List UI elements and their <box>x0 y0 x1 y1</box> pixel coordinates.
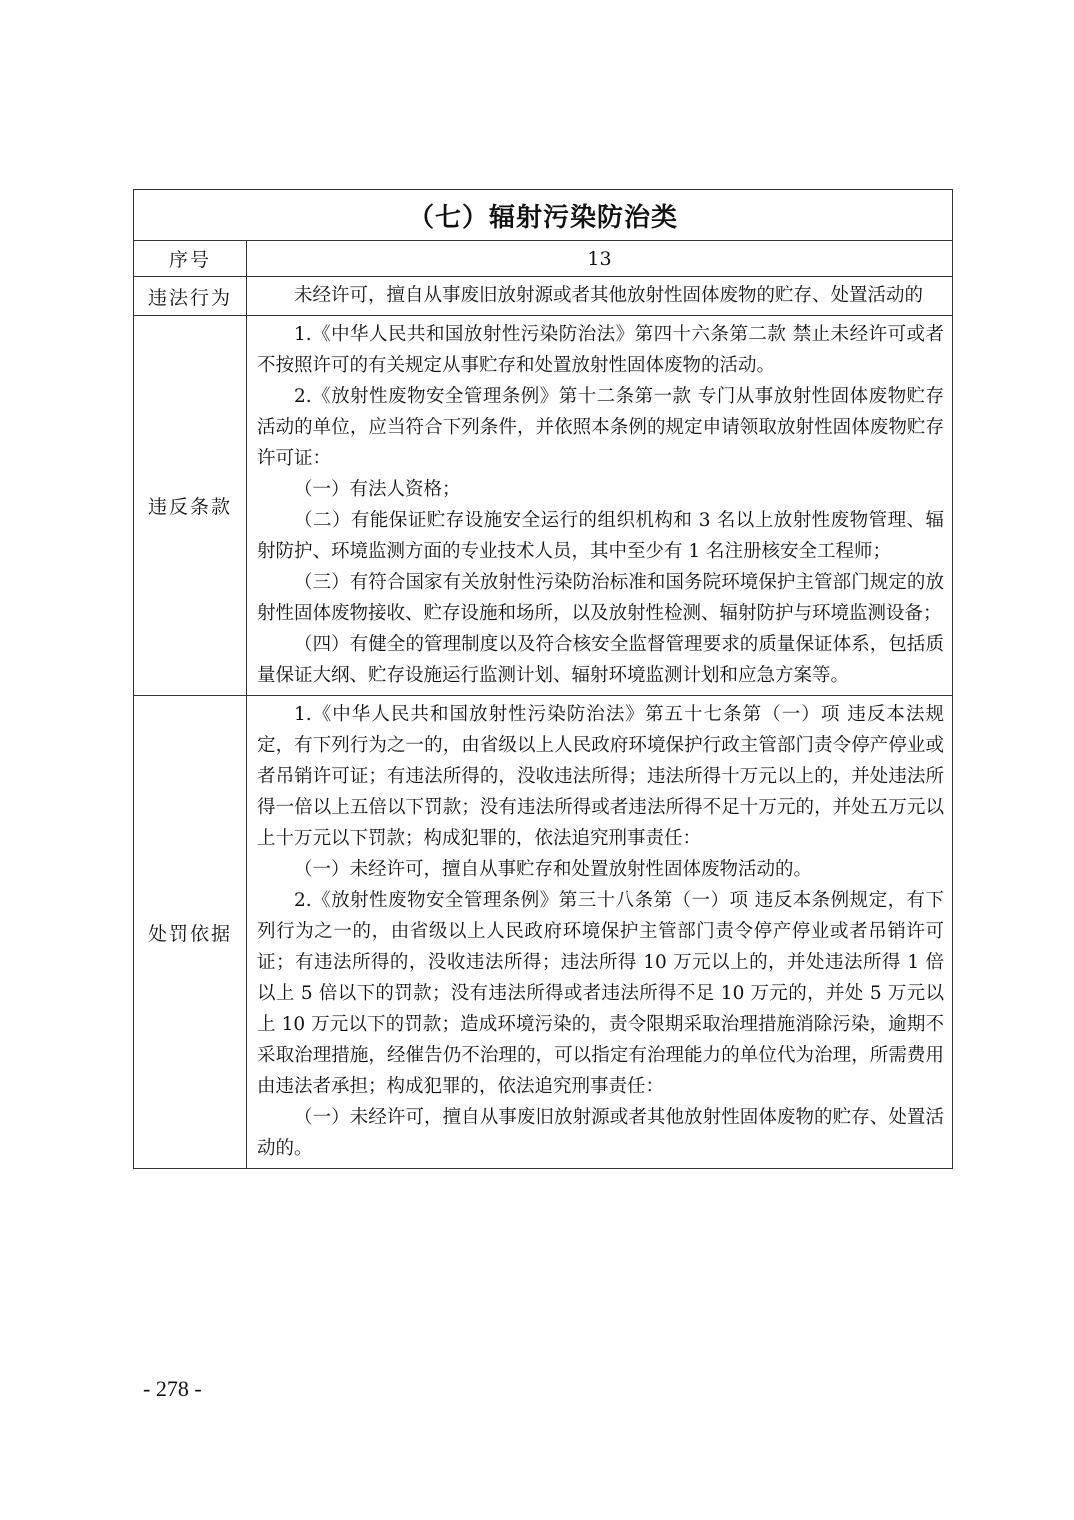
penalty-cell <box>247 696 953 1169</box>
violated-paragraph: 2.《放射性废物安全管理条例》第十二条第一款 专门从事放射性固体废物贮存活动的单位，应当符合下列条件，并依照本条例的规定申请领取放射性固体废物贮存许可证： <box>257 386 945 469</box>
regulation-table <box>133 189 953 1169</box>
page-number: - 278 - <box>143 1376 202 1401</box>
violated-cell <box>247 316 953 696</box>
violated-paragraph: 1.《中华人民共和国放射性污染防治法》第四十六条第二款 禁止未经许可或者不按照许可的有关规定从事贮存和处置放射性固体废物的活动。 <box>257 324 945 376</box>
penalty-paragraph: （一）未经许可，擅自从事贮存和处置放射性固体废物活动的。 <box>294 859 813 880</box>
violated-paragraph: （四）有健全的管理制度以及符合核安全监督管理要求的质量保证体系，包括质量保证大纲、贮存设施运行监测计划、辐射环境监测计划和应急方案等。 <box>257 634 945 686</box>
violated-paragraph: （二）有能保证贮存设施安全运行的组织机构和 3 名以上放射性废物管理、辐射防护、环境监测方面的专业技术人员，其中至少有 1 名注册核安全工程师； <box>257 510 945 562</box>
violated-paragraph: （三）有符合国家有关放射性污染防治标准和国务院环境保护主管部门规定的放射性固体废物接收、贮存设施和场所，以及放射性检测、辐射防护与环境监测设备； <box>257 572 945 624</box>
table-title: （七）辐射污染防治类 <box>134 190 953 241</box>
penalty-label: 处罚依据 <box>134 696 247 1169</box>
penalty-paragraph: 2.《放射性废物安全管理条例》第三十八条第（一）项 违反本条例规定，有下列行为之一的，由省级以上人民政府环境保护主管部门责令停产停业或者吊销许可证；有违法所得的，没收违法所得；违法所得 10 万元以上的，并处违法所得 1 倍以上 5 倍以下的罚款；没有违法所得或者违法所得不足 10 万元的，并处 5 万元以上 10 万元以下的罚款；造成环境污染的，责令限期采取治理措施消除污染，逾期不采取治理措施，经催告仍不治理的，可以指定有治理能力的单位代为治理，所需费用由违法者承担；构成犯罪的，依法追究刑事责任： <box>257 890 945 1097</box>
seq-label: 序号 <box>134 241 247 277</box>
penalty-paragraph: （一）未经许可，擅自从事废旧放射源或者其他放射性固体废物的贮存、处置活动的。 <box>257 1107 945 1159</box>
act-text: 未经许可，擅自从事废旧放射源或者其他放射性固体废物的贮存、处置活动的 <box>294 285 924 306</box>
violated-paragraph: （一）有法人资格； <box>294 479 461 500</box>
act-label: 违法行为 <box>134 277 247 316</box>
penalty-paragraph: 1.《中华人民共和国放射性污染防治法》第五十七条第（一）项 违反本法规定，有下列行为之一的，由省级以上人民政府环境保护行政主管部门责令停产停业或者吊销许可证；有违法所得的，没收违法所得；违法所得十万元以上的，并处违法所得一倍以上五倍以下罚款；没有违法所得或者违法所得不足十万元的，并处五万元以上十万元以下罚款；构成犯罪的，依法追究刑事责任： <box>257 704 945 849</box>
violated-label: 违反条款 <box>134 316 247 696</box>
act-cell <box>247 277 953 316</box>
seq-value: 13 <box>247 241 953 277</box>
